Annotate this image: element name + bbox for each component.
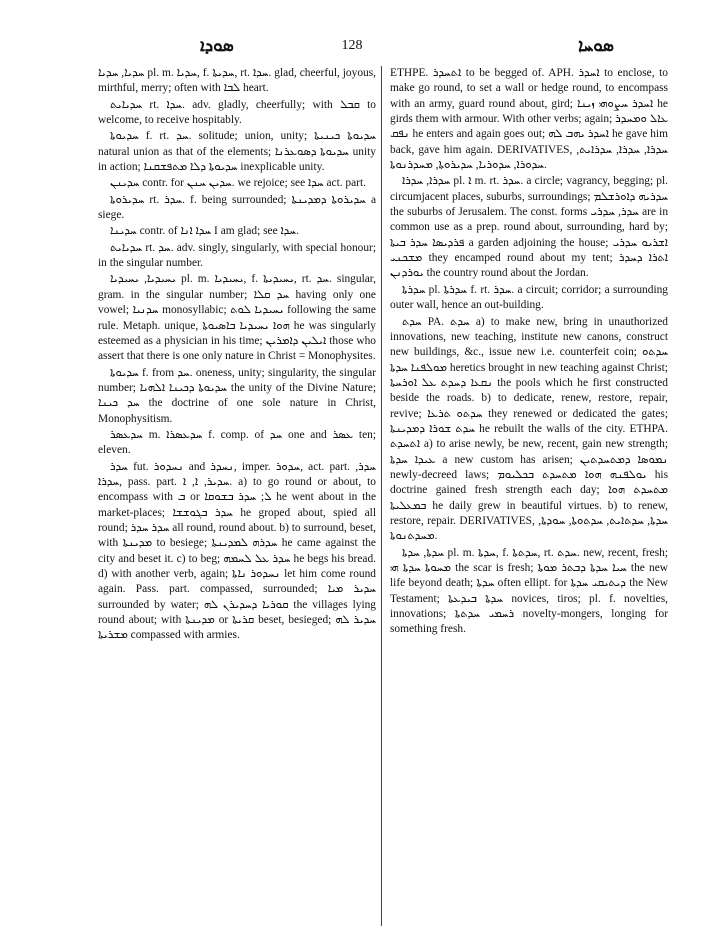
dictionary-entry: ܚܕܝܐ, ܚܕܝܐ pl. m. ܚܕܝܐ, f. ܚܕܝܬܐ, rt. ܚܕܐ. glad, cheerful, joyous, mirthful, merry; often with ܠܒܐ heart. (98, 67, 376, 95)
dictionary-entry: ܚܕܝܢܢ contr. for ܚܕܝܢ ܚܢܢ. we rejoice; see ܚܕܐ act. part. (110, 177, 366, 190)
right-column (390, 66, 668, 639)
column-divider (381, 66, 382, 926)
left-running-head: ܣܘܕܐ (200, 36, 234, 55)
dictionary-entry: ܚܕܝܘܬܐ f. rt. ܚܕ. solitude; union, unity; ܚܕܝܘܬܐ ܟܝܢܝܬܐ natural union as that of the elements; ܚܕܝܘܬܐ ܕܣܘܥܪܢܐ unity in action; ܚܕܝܘܬܐ ܕܠܐ ܡܬܦܫܩܢܐ inexplicable unity. (98, 130, 376, 174)
right-running-head: ܣܘܚܐ (578, 36, 614, 55)
dictionary-entry: ܝܚܝܕܝܐ, ܝܚܝܕܝܐ pl. m. ܝܚܝܕܝܐ, f. ܝܚܝܕܝܬܐ, rt. ܚܕ. singular, gram. in the singular number; ܚܕ ܩܠܐ having only one vowel; ܚܕܢܝܐ monosyllabic; ܝܚܝܕܝܐ ܠܘܬ following the same rule. Metaph. unique, ܗܘܐ ܝܚܝܕܝܐ ܒܐܣܝܘܬܐ he was singularly esteemed as a physician in his time; ܐܝܠܝܢ ܕܐܡܪܝܢ those who assert that there is one only nature in Christ = Monophysites. (98, 273, 376, 363)
dictionary-entry: ܚܕܝܘܬܐ f. from ܚܕ. oneness, unity; singularity, the singular number; ܚܕܝܘܬܐ ܕܟܝܢܐ ܐܠܗܝܐ the unity of the Divine Nature; ܚܕ ܟܝܢܐ the doctrine of one sole nature in Christ, Monophysitism. (98, 366, 376, 425)
dictionary-entry: ܚܕܬܐ, ܚܕܬܐ pl. m. ܚܕܬܐ, f. ܚܕܬܬܐ, rt. ܚܕܬ. new, recent, fresh; ܡܚܘܬܐ ܚܕܬܐ ܗܝ the scar is fresh; ܚܝܐ ܚܕܬܐ ܕܒܬܪ ܡܘܬܐ the new life beyond death; ܚܕܬܐ often ellipt. for ܕܝܬܝܩܝ ܚܕܬܐ the New Testament; ܚܕܬܐ ܒܝܕܥܬܐ novices, tiros; pl. f. novelties, innovations; ܪܚܡܝ ܚܕܬܬܐ novelty-mongers, longing for something fresh. (390, 546, 669, 636)
dictionary-entry: ETHPE. ܐܬܚܕܪ to be begged of. APH. ܐܚܕܪ to enclose, to make go round, to set a wall or hedge round, to encompass with an army, guard round about, gird; ܐܚܕܪ ܚܨܘܗܝ ܙܝܢܐ he girds them with armour. With other verbs; again; ܥܐܠ ܘܡܚܕܪ ܢܦܩ he enters and again goes out; ܐܚܕܪ ܝܗܒ ܠܗ he gave him back, gave him again. DERIVATIVES, ܚܕܪܐ, ܚܕܪܐ, ܚܕܪܐܝܬ, ܚܕܘܪܐ, ܚܕܘܪܝܐ, ܚܕܝܪܘܬܐ, ܡܚܕܪܢܘܬܐ. (390, 67, 668, 172)
dictionary-entry: ܚܕܝܐܝܬ rt. ܚܕ. adv. singly, singularly, with special honour; in the singular number. (98, 241, 376, 270)
dictionary-entry: ܚܕܪ fut. ܢܚܕܘܪ and ܢܚܕܪ, imper. ܚܕܘܪ, act. part. ܚܕܪ, ܚܕܪܐ, pass. part. ܚܕܝܪ, ܐ, ܐ. a) to go round or about, to encompass with ܒ or ܠ; ܚܕܪ ܒܫܘܩܐ he went about in the market-places; ܚܕܪ ܒܓܘܫܫܐ he groped about, spied all round; ܚܕܪ ܚܕܪ all round, round about. b) to surround, beset, with ܡܕܝܢܬܐ to besiege; ܚܕܪܗ ܠܡܕܝܢܬܐ he came against the city and beset it. c) to beg; ܚܕܪ ܥܠ ܠܚܡܗ he begs his bread. d) with another verb, again; ܢܚܕܘܪ ܢܐܬܐ let him come round again. Pass. part. compassed, surrounded; ܚܕܝܪ ܡܝܐ surrounded by water; ܩܘܪܝܐ ܕܚܕܝܪܢ ܠܗ the villages lying round about; with ܡܕܝܢܬܐ or ܩܪܝܬܐ beset, besieged; ܚܕܝܪ ܠܗ ܡܫܪܝܬܐ compassed with armies. (98, 460, 377, 642)
dictionary-entry: ܚܕܪܐ, ܚܕܪܐ pl. ܐ m. rt. ܚܕܪ. a circle; vagrancy, begging; pl. circumjacent places, suburbs, surroundings; ܚܕܪܝܗ ܕܐܘܪܫܠܡ the suburbs of Jerusalem. The const. forms ܚܕܪ, ܚܕܪܝ are in common use as a prep. round about, surrounding, hard by; ܦܪܕܝܣܐ ܚܕܪ ܒܝܬܐ a garden adjoining the house; ܐܫܪܝܘ ܚܕܪܝ ܡܫܟܢܝ they encamped round about my tent; ܐܬܪܐ ܕܚܕܪ ܝܘܪܕܢܢ the country round about the Jordan. (390, 175, 669, 280)
dictionary-entry: ܚܕܥܣܪ m. ܚܕܥܣܪܐ f. comp. of ܚܕ one and ܥܣܪ ten; eleven. (98, 428, 376, 457)
page-header (60, 36, 644, 56)
left-column (98, 66, 376, 645)
dictionary-entry: ܚܕܪܬܐ pl. ܚܕܪܬܐ f. rt. ܚܕܪ. a circuit; corridor; a surrounding outer wall, hence an out-building. (390, 283, 668, 312)
dictionary-entry: ܚܕܝܪܘܬܐ rt. ܚܕܪ. f. being surrounded; ܚܕܝܪܘܬܐ ܕܡܕܝܢܬܐ a siege. (98, 193, 376, 222)
page-number: 128 (341, 38, 363, 53)
dictionary-entry: ܚܕܝܐܝܬ rt. ܚܕܐ. adv. gladly, cheerfully; with ܩܒܠ to welcome, to receive hospitably. (98, 98, 376, 127)
dictionary-entry: ܚܕܬ PA. ܚܕܬ a) to make new, bring in unauthorized innovations, new teaching, institute new canons, construct new buildings, &c., issue new i.e. counterfeit coin; ܚܕܬܘ ܡܘܠܦܢܐ ܚܕܬܐ heretics brought in new teaching against Christ; ܢܩܥܐ ܕܚܕܬ ܥܠ ܐܘܪܚܬܐ the pools which he first constructed beside the roads. b) to dedicate, renew, restore, repair, revive; ܚܕܬܘ ܬܪܥܐ they renewed or dedicated the gates; ܚܕܬ ܫܘܪܐ ܕܡܕܝܢܬܐ he rebuilt the walls of the city. ETHPA. ܐܬܚܕܬ a) to arise newly, be new, recent, gain new strength; ܥܝܕܐ ܚܕܬܐ a new custom has arisen; ܢܡܘܣܐ ܕܡܬܚܕܬܝܢ newly-decreed laws; ܝܘܠܦܢܗ ܗܘܐ ܡܬܚܕܬ ܒܟܠܝܘܡ his doctrine gained fresh strength each day; ܡܬܚܕܬ ܗܘܐ ܒܡܥܠܝܬܐ he daily grew in beautiful virtues. b) to renew, restore, repair. DERIVATIVES, ܚܕܬܐ, ܚܕܬܐܝܬ, ܚܕܬܘܬܐ, ܚܘܕܬܐ, ܡܚܕܬܢܘܬܐ. (390, 315, 669, 543)
dictionary-entry: ܚܕܝܢܐ contr. of ܚܕܐ ܐܢܐ I am glad; see ܚܕܐ. (110, 225, 299, 238)
